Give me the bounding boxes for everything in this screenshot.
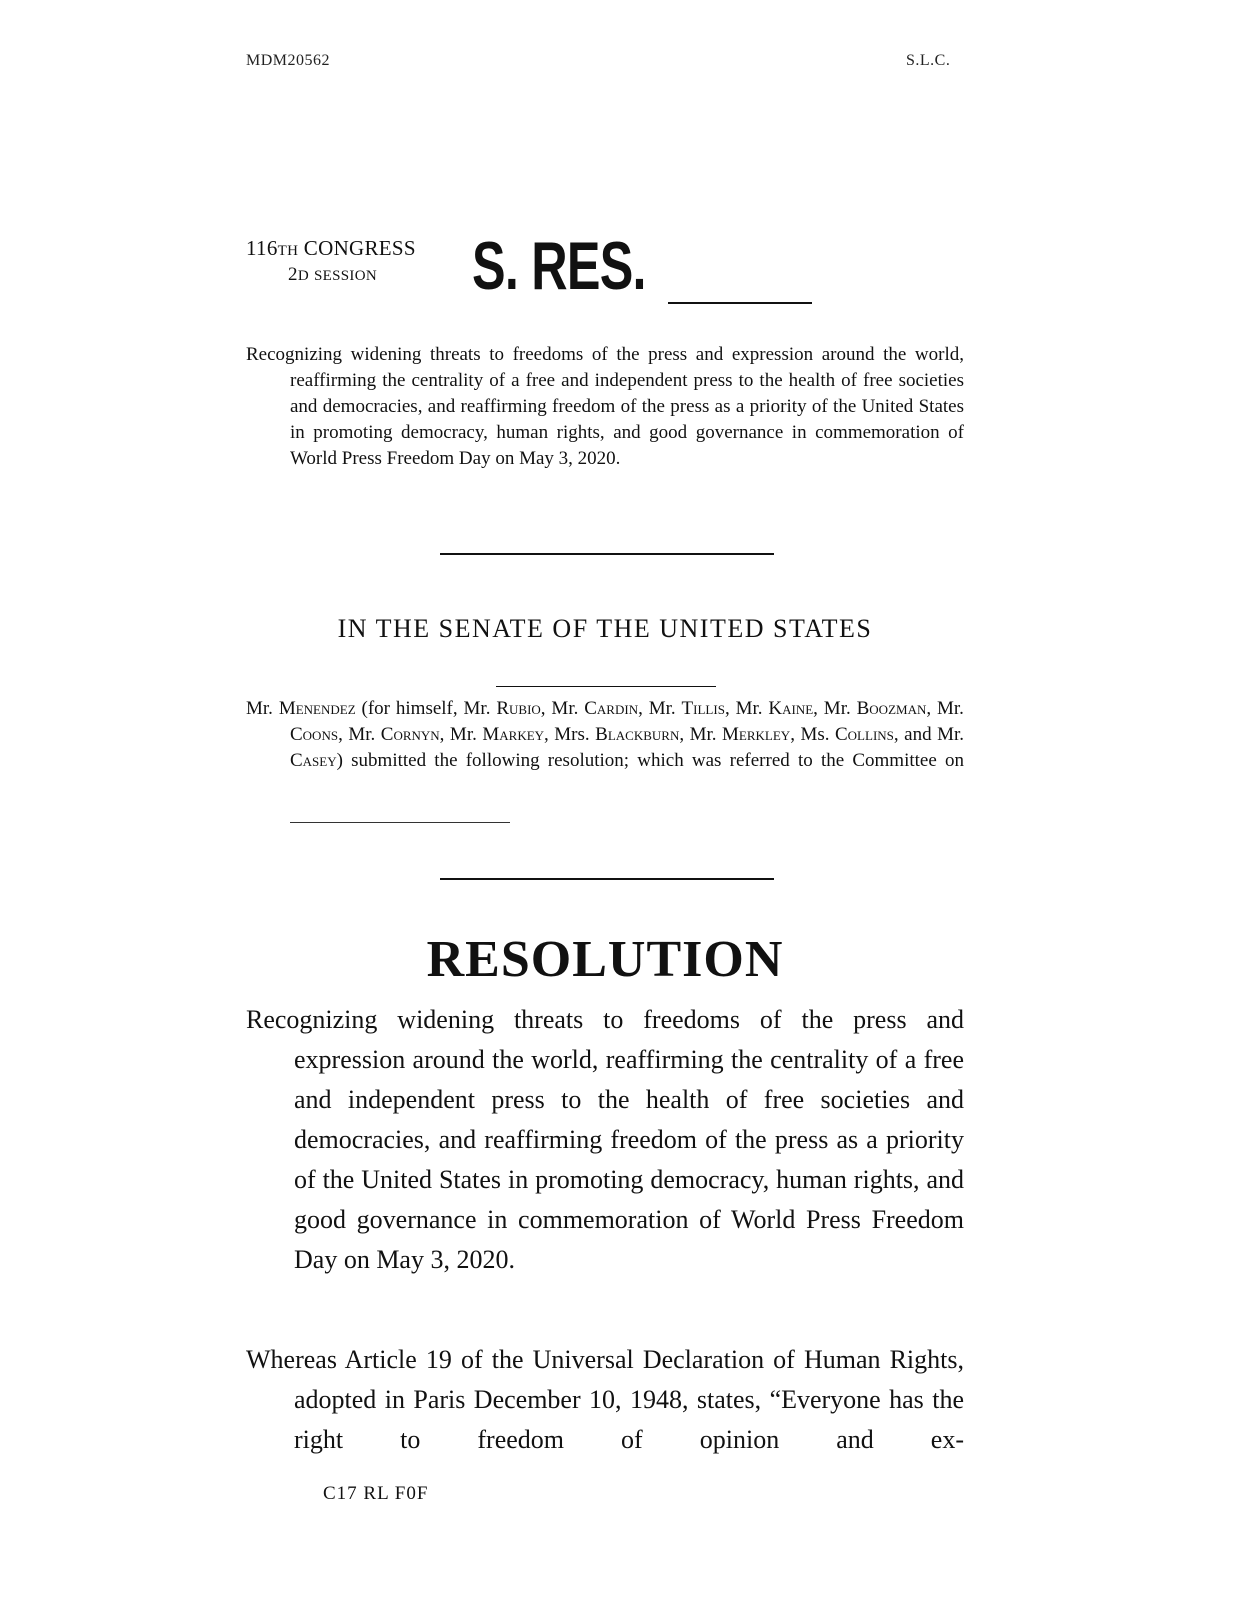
resolution-heading: RESOLUTION (426, 931, 784, 988)
sponsor-text: (for himself, Mr. (355, 698, 497, 719)
sponsor-name: Markey (482, 724, 545, 745)
sponsor-name: Blackburn (595, 724, 680, 745)
footer-code: C17 RL F0F (323, 1483, 429, 1504)
sponsor-text: , Mrs. (544, 724, 596, 745)
sponsor-name: Menendez (278, 698, 356, 719)
sponsor-text: , Mr. (540, 698, 585, 719)
sponsors-paragraph (246, 696, 964, 774)
congress-number-suffix: TH (277, 243, 299, 259)
resolution-summary: Recognizing widening threats to freedoms of the press and expression around the world, reaffirming the centrality of a free and independent press to the health of free societies and democracies, and reaffirming freedom of the press as a priority of the United States in promoting democracy, human rights, and good governance in commemoration of World Press Freedom Day on May 3, 2020. (246, 344, 964, 469)
sponsor-text: ) submitted the following resolution; which was referred to the Committee on (336, 750, 964, 771)
office-code: S.L.C. (906, 52, 951, 69)
congress-number: 116 (246, 236, 278, 260)
bill-number-blank (668, 302, 812, 304)
sponsor-text: , Mr. (679, 724, 723, 745)
committee-name-blank (290, 822, 510, 823)
sponsor-text: , Mr. (439, 724, 483, 745)
sponsor-text: , Mr. (338, 724, 381, 745)
sponsor-text: , Mr. (813, 698, 857, 719)
section-divider-short (496, 686, 716, 687)
congress-session-block (246, 236, 416, 288)
sponsor-text: , Mr. (724, 698, 769, 719)
session-line (246, 263, 416, 288)
sponsor-name: Boozman (856, 698, 927, 719)
resolution-title-paragraph: Recognizing widening threats to freedoms of the press and expression around the world, reaffirming the centrality of a free and independent press to the health of free societies and democracies, and reaffirming freedom of the press as a priority of the United States in promoting democracy, human rights, and good governance in commemoration of World Press Freedom Day on May 3, 2020. (246, 1005, 964, 1274)
sponsor-name: Cardin (584, 698, 639, 719)
sponsor-name: Tillis (681, 698, 725, 719)
sponsor-name: Kaine (768, 698, 814, 719)
section-divider (440, 553, 774, 555)
sponsor-name: Collins (835, 724, 894, 745)
bill-designation: S. RES. (472, 228, 646, 304)
document-id: MDM20562 (246, 52, 331, 69)
session-number-suffix: D (297, 268, 309, 284)
session-number: 2 (288, 264, 298, 285)
whereas-clause: Whereas Article 19 of the Universal Declaration of Human Rights, adopted in Paris December 10, 1948, states, “Everyone has the right to freedom of opinion and ex- (246, 1345, 964, 1454)
sponsor-text: , and Mr. (893, 724, 964, 745)
sponsor-text: , Mr. (638, 698, 682, 719)
sponsor-text: Mr. (246, 698, 279, 719)
congress-line (246, 236, 416, 263)
sponsor-name: Coons (290, 724, 339, 745)
session-label: SESSION (314, 268, 377, 284)
congress-label: CONGRESS (303, 236, 416, 260)
sponsor-text: , Ms. (790, 724, 835, 745)
sponsor-name: Rubio (496, 698, 541, 719)
sponsor-name: Cornyn (380, 724, 440, 745)
section-divider (440, 878, 774, 880)
sponsor-text: , Mr. (926, 698, 964, 719)
sponsor-name: Casey (290, 750, 337, 771)
sponsor-name: Merkley (722, 724, 791, 745)
chamber-heading: IN THE SENATE OF THE UNITED STATES (337, 614, 873, 643)
